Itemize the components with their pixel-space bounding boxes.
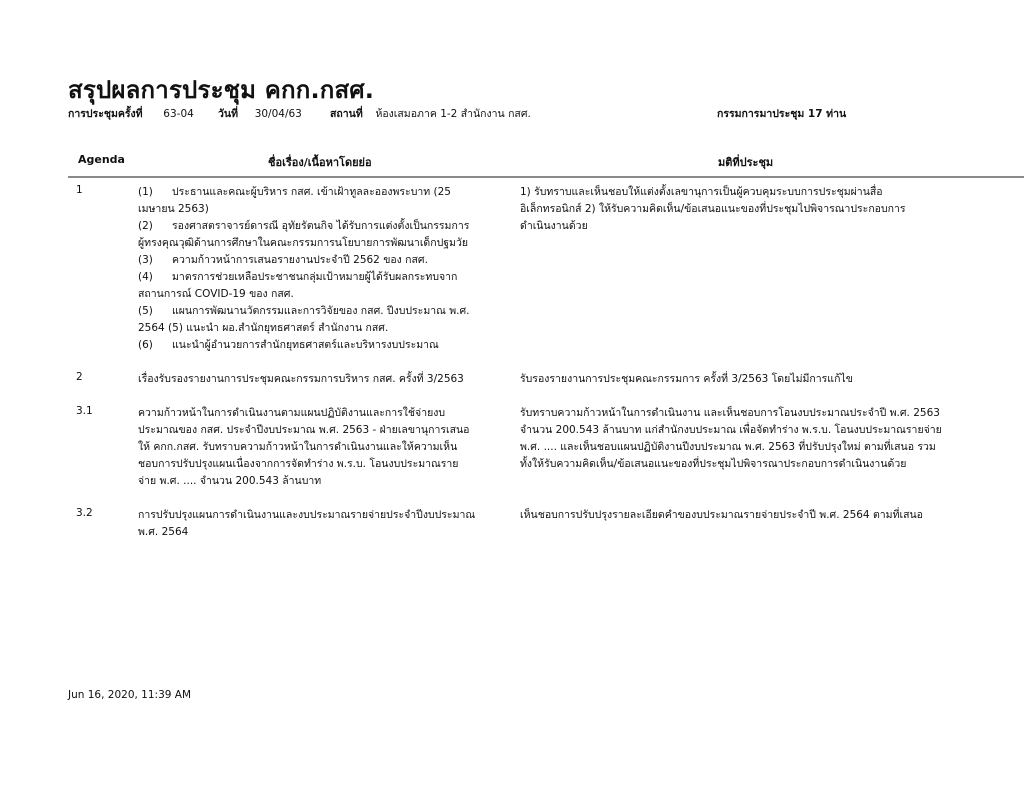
subject-line: พ.ศ. 2564	[138, 526, 189, 538]
subject-cell	[138, 507, 504, 541]
header-resolution: มติที่ประชุม	[718, 156, 774, 169]
resolution-cell	[520, 184, 982, 235]
document-title: สรุปผลการประชุม คกก.กสศ.	[68, 76, 375, 104]
meeting-number-label: การประชุมครั้งที่	[68, 108, 143, 120]
agenda-number: 1	[76, 184, 83, 196]
resolution-line: อิเล็กทรอนิกส์ 2) ให้รับความคิดเห็น/ข้อเสนอแนะของที่ประชุมไปพิจารณาประกอบการ	[520, 203, 906, 215]
subject-line	[138, 303, 504, 320]
subject-line	[138, 337, 504, 354]
resolution-line: รับรองรายงานการประชุมคณะกรรมการ ครั้งที่ 3/2563 โดยไม่มีการแก้ไข	[520, 373, 853, 385]
item-number: (6)	[138, 339, 153, 351]
resolution-cell	[520, 405, 982, 473]
item-text: แนะนำผู้อำนวยการสำนักยุทธศาสตร์และบริหารงบประมาณ	[172, 339, 439, 351]
resolution-cell	[520, 371, 982, 388]
meeting-date-label: วันที่	[218, 108, 238, 120]
header-divider	[68, 176, 1024, 178]
subject-line: เรื่องรับรองรายงานการประชุมคณะกรรมการบริหาร กสศ. ครั้งที่ 3/2563	[138, 373, 464, 385]
subject-line: ชอบการปรับปรุงแผนเนื่องจากการจัดทำร่าง พ.ร.บ. โอนงบประมาณราย	[138, 458, 459, 470]
subject-line: ประมาณของ กสศ. ประจำปีงบประมาณ พ.ศ. 2563 - ฝ่ายเลขานุการเสนอ	[138, 424, 470, 436]
meeting-place-label: สถานที่	[330, 108, 363, 120]
subject-cell	[138, 184, 504, 354]
agenda-number: 3.2	[76, 507, 93, 519]
subject-line	[138, 235, 504, 252]
subject-cell	[138, 405, 504, 490]
item-text: รองศาสตราจารย์ดารณี อุทัยรัตนกิจ ได้รับการแต่งตั้งเป็นกรรมการ	[172, 220, 470, 232]
print-timestamp: Jun 16, 2020, 11:39 AM	[68, 689, 192, 701]
resolution-line: 1) รับทราบและเห็นชอบให้แต่งตั้งเลขานุการเป็นผู้ควบคุมระบบการประชุมผ่านสื่อ	[520, 186, 883, 198]
item-number: (5)	[138, 305, 153, 317]
item-text: ผู้ทรงคุณวุฒิด้านการศึกษาในคณะกรรมการนโยบายการพัฒนาเด็กปฐมวัย	[138, 237, 469, 249]
meeting-number-value: 63-04	[163, 108, 194, 120]
meeting-date-value: 30/04/63	[254, 108, 302, 120]
subject-line	[138, 320, 504, 337]
resolution-line: รับทราบความก้าวหน้าในการดำเนินงาน และเห็นชอบการโอนงบประมาณประจำปี พ.ศ. 2563	[520, 407, 940, 419]
item-text: เมษายน 2563)	[138, 203, 209, 215]
item-text: 2564 (5) แนะนำ ผอ.สำนักยุทธศาสตร์ สำนักงาน กสศ.	[138, 322, 389, 334]
agenda-number: 2	[76, 371, 83, 383]
subject-line	[138, 252, 504, 269]
item-number: (1)	[138, 186, 153, 198]
subject-cell	[138, 371, 504, 388]
meeting-place-value: ห้องเสมอภาค 1-2 สำนักงาน กสศ.	[375, 108, 531, 120]
subject-line	[138, 269, 504, 286]
item-text: สถานการณ์ COVID-19 ของ กสศ.	[138, 288, 294, 300]
item-number: (3)	[138, 254, 153, 266]
subject-line	[138, 201, 504, 218]
meeting-date	[218, 105, 302, 122]
item-number: (2)	[138, 220, 153, 232]
subject-line: ความก้าวหน้าในการดำเนินงานตามแผนปฏิบัติงานและการใช้จ่ายงบ	[138, 407, 446, 419]
item-text: ความก้าวหน้าการเสนอรายงานประจำปี 2562 ของ กสศ.	[172, 254, 428, 266]
resolution-line: ดำเนินงานด้วย	[520, 220, 588, 232]
subject-line	[138, 184, 504, 201]
item-number: (4)	[138, 271, 153, 283]
meeting-number	[68, 105, 194, 122]
meeting-place	[330, 105, 531, 122]
resolution-line: พ.ศ. .... และเห็นชอบแผนปฏิบัติงานปีงบประมาณ พ.ศ. 2563 ที่ปรับปรุงใหม่ ตามที่เสนอ รวม	[520, 441, 936, 453]
item-text: แผนการพัฒนานวัตกรรมและการวิจัยของ กสศ. ปีงบประมาณ พ.ศ.	[172, 305, 470, 317]
header-agenda: Agenda	[78, 153, 125, 166]
item-text: มาตรการช่วยเหลือประชาชนกลุ่มเป้าหมายผู้ได้รับผลกระทบจาก	[172, 271, 458, 283]
resolution-cell	[520, 507, 982, 524]
resolution-line: ทั้งให้รับความคิดเห็น/ข้อเสนอแนะของที่ประชุมไปพิจารณาประกอบการดำเนินงานด้วย	[520, 458, 907, 470]
subject-line	[138, 218, 504, 235]
attendance-count: กรรมการมาประชุม 17 ท่าน	[717, 108, 847, 120]
subject-line	[138, 286, 504, 303]
resolution-line: เห็นชอบการปรับปรุงรายละเอียดคำของบประมาณรายจ่ายประจำปี พ.ศ. 2564 ตามที่เสนอ	[520, 509, 923, 521]
subject-line: การปรับปรุงแผนการดำเนินงานและงบประมาณรายจ่ายประจำปีงบประมาณ	[138, 509, 476, 521]
agenda-number: 3.1	[76, 405, 93, 417]
subject-line: จ่าย พ.ศ. .... จำนวน 200.543 ล้านบาท	[138, 475, 322, 487]
header-subject: ชื่อเรื่อง/เนื้อหาโดยย่อ	[268, 156, 372, 169]
subject-line: ให้ คกก.กสศ. รับทราบความก้าวหน้าในการดำเนินงานและให้ความเห็น	[138, 441, 458, 453]
resolution-line: จำนวน 200.543 ล้านบาท แก่สำนักงบประมาณ เพื่อจัดทำร่าง พ.ร.บ. โอนงบประมาณรายจ่าย	[520, 424, 942, 436]
item-text: ประธานและคณะผู้บริหาร กสศ. เข้าเฝ้าทูลละอองพระบาท (25	[172, 186, 451, 198]
